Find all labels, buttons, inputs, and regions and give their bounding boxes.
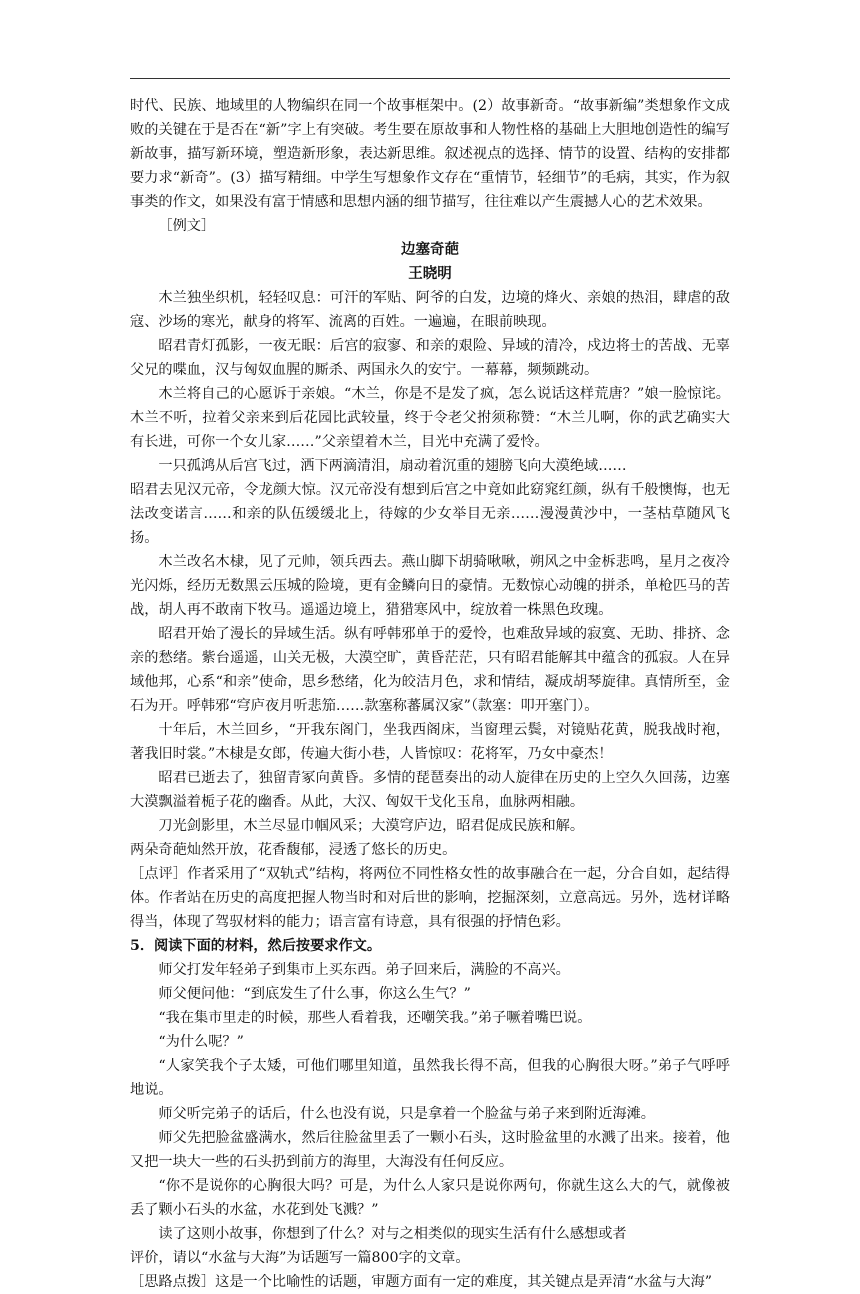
paragraph-example-label: ［例文］ [158,218,216,234]
paragraph-intro: 时代、民族、地域里的人物编织在同一个故事框架中。(2）故事新奇。“故事新编”类想象作文成败的关键在于是否在“新”字上有突破。考生要在原故事和人物性格的基础上大胆地创造性的编写新故事，描写新环境，塑造新形象，表达新思维。叙述视点的选择、情节的设置、结构的安排都要力求“新奇”。(3）描写精细。中学生写想象作文存在“重情节，轻细节”的毛病，其实，作为叙事类的作文，如果没有富于情感和思想内涵的细节描写，往往难以产生震撼人心的艺术效果。 [130,98,730,210]
paragraph-e7: 昭君开始了漫长的异域生活。纵有呼韩邪单于的爱怜，也难敌异域的寂寞、无助、排挤、念亲的愁绪。紫台遥遥，山关无极，大漠空旷，黄昏茫茫，只有昭君能解其中蕴含的孤寂。人在异域他邦，心系“和亲”使命，思乡愁绪，化为皎洁月色，求和情结，凝成胡琴旋律。真情所至，金石为开。呼韩邪“穹庐夜月听悲笳……款塞称蕃属汉家”（款塞：叩开塞门）。 [130,626,730,714]
paragraph-e4: 一只孤鸿从后宫飞过，洒下两滴清泪，扇动着沉重的翅膀飞向大漠绝域…… [158,458,627,474]
paragraph-e9: 昭君已逝去了，独留青冢向黄昏。多情的琵琶奏出的动人旋律在历史的上空久久回荡，边塞大漠飘溢着栀子花的幽香。从此，大汉、匈奴干戈化玉帛，血脉两相融。 [130,770,730,810]
paragraph-e3: 木兰将自己的心愿诉于亲娘。“木兰，你是不是发了疯，怎么说话这样荒唐？”娘一脸惊诧。木兰不听，拉着父亲来到后花园比武较量，终于令老父拊须称赞：“木兰儿啊，你的武艺确实大有长进，可你一个女儿家……”父亲望着木兰，目光中充满了爱怜。 [130,386,730,450]
paragraph-e11: 两朵奇葩灿然开放，花香馥郁，浸透了悠长的历史。 [130,842,457,858]
paragraph-s2: 师父便问他：“到底发生了什么事，你这么生气？” [158,986,471,1002]
paragraph-s4: “为什么呢？” [158,1034,244,1050]
paragraph-s7: 师父先把脸盆盛满水，然后往脸盆里丢了一颗小石头，这时脸盆里的水溅了出来。接着，他又把一块大一些的石头扔到前方的海里，大海没有任何反应。 [130,1130,730,1170]
paragraph-e8: 十年后，木兰回乡，“开我东阁门，坐我西阁床，当窗理云鬓，对镜贴花黄，脱我战时袍，著我旧时裳。”木棣是女郎，传遍大街小巷，人皆惊叹：花将军，乃女中豪杰！ [130,722,730,762]
paragraph-e5: 昭君去见汉元帝，令龙颜大惊。汉元帝没有想到后宫之中竟如此窈窕红颜，纵有千般懊悔，也无法改变诺言……和亲的队伍缓缓北上，待嫁的少女举目无亲……漫漫黄沙中，一茎枯草随风飞扬。 [130,482,730,546]
document-body [130,94,730,1294]
paragraph-s6: 师父听完弟子的话后，什么也没有说，只是拿着一个脸盆与弟子来到附近海滩。 [158,1106,655,1122]
paragraph-e1: 木兰独坐织机，轻轻叹息：可汗的军贴、阿爷的白发，边境的烽火、亲娘的热泪，肆虐的敌寇、沙场的寒光，献身的将军、流离的百姓。一遍遍，在眼前映现。 [130,290,730,330]
paragraph-s10: 评价，请以“水盆与大海”为话题写一篇800字的文章。 [130,1250,470,1266]
header-rule [130,78,730,79]
paragraph-q5: 5．阅读下面的材料，然后按要求作文。 [130,938,382,954]
paragraph-essay-title: 边塞奇葩 [401,241,459,258]
paragraph-e2: 昭君青灯孤影，一夜无眠：后宫的寂寥、和亲的艰险、异域的清冷，戍边将士的苦战、无辜父兄的喋血，汉与匈奴血腥的厮杀、两国永久的安宁。一幕幕，频频跳动。 [130,338,730,378]
paragraph-s8: “你不是说你的心胸很大吗？可是，为什么人家只是说你两句，你就生这么大的气，就像被丢了颗小石头的水盆，水花到处飞溅？” [130,1178,730,1218]
paragraph-e10: 刀光剑影里，木兰尽显巾帼风采；大漠穹庐边，昭君促成民族和解。 [158,818,585,834]
paragraph-s1: 师父打发年轻弟子到集市上买东西。弟子回来后，满脸的不高兴。 [158,962,570,978]
paragraph-s9: 读了这则小故事，你想到了什么？对与之相类似的现实生活有什么感想或者 [158,1226,627,1242]
paragraph-s5: “人家笑我个子太矮，可他们哪里知道，虽然我长得不高，但我的心胸很大呀。”弟子气呼呼地说。 [130,1058,730,1098]
paragraph-comment: ［点评］作者采用了“双轨式”结构，将两位不同性格女性的故事融合在一起，分合自如，起结得体。作者站在历史的高度把握人物当时和对后世的影响，挖掘深刻，立意高远。另外，选材详略得当，体现了驾驭材料的能力；语言富有诗意，具有很强的抒情色彩。 [130,866,730,930]
paragraph-hint: ［思路点拨］这是一个比喻性的话题，审题方面有一定的难度，其关键点是弄清“水盆与大海” [130,1274,713,1290]
paragraph-essay-author: 王晓明 [408,265,452,282]
paragraph-e6: 木兰改名木棣，见了元帅，领兵西去。燕山脚下胡骑啾啾，朔风之中金柝悲鸣，星月之夜冷光闪烁，经历无数黑云压城的险境，更有金鳞向日的豪情。无数惊心动魄的拼杀，单枪匹马的苦战，胡人再不敢南下牧马。遥遥边境上，猎猎寒风中，绽放着一株黑色玫瑰。 [130,554,730,618]
paragraph-s3: “我在集市里走的时候，那些人看着我，还嘲笑我。”弟子噘着嘴巴说。 [158,1010,592,1026]
